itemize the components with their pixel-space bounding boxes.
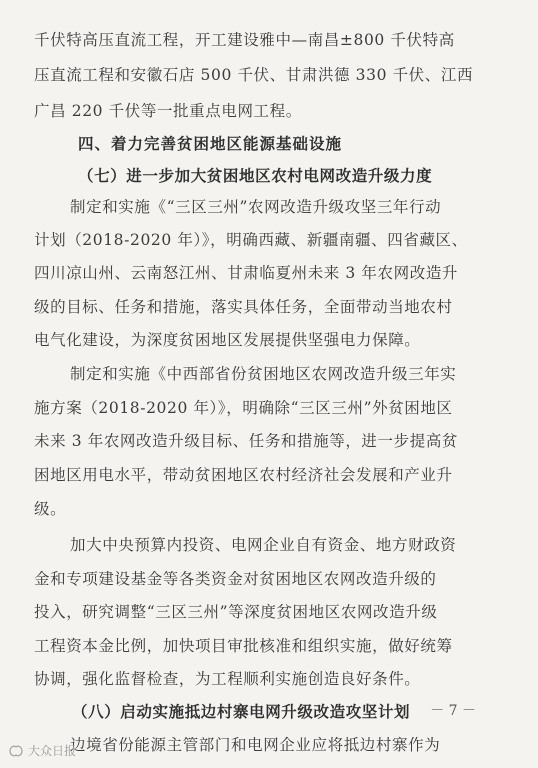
text-line: 金和专项建设基金等各类资金对贫困地区农网改造升级的	[34, 570, 437, 588]
text-line: 制定和实施《中西部省份贫困地区农网改造升级三年实	[70, 365, 457, 383]
watermark-text: 大众日报	[28, 744, 77, 758]
subsection-heading: （八）启动实施抵边村寨电网升级改造攻坚计划	[72, 702, 411, 721]
page-number: － 7 －	[430, 703, 476, 719]
text-line: 施方案（2018-2020 年）》，明确除“三区三州”外贫困地区	[34, 399, 453, 417]
text-line: 计划（2018-2020 年）》，明确西藏、新疆南疆、四省藏区、	[34, 231, 468, 249]
text-line: 未来 3 年农网改造升级目标、任务和措施等，进一步提高贫	[34, 432, 459, 450]
text-line: 级的目标、任务和措施，落实具体任务，全面带动当地农村	[34, 298, 453, 316]
text-line: 边境省份能源主管部门和电网企业应将抵边村寨作为	[70, 736, 441, 754]
text-line: 电气化建设，为深度贫困地区发展提供坚强电力保障。	[34, 331, 421, 349]
text-line: 千伏特高压直流工程，开工建设雅中—南昌±800 千伏特高	[34, 31, 455, 49]
text-line: 加大中央预算内投资、电网企业自有资金、地方财政资	[70, 536, 457, 554]
watermark	[8, 742, 76, 759]
text-line: 工程资本金比例，加快项目审批核准和组织实施，做好统筹	[34, 637, 453, 655]
text-line: 级。	[34, 500, 67, 518]
section-heading: 四、着力完善贫困地区能源基础设施	[78, 135, 343, 153]
text-line: 四川凉山州、云南怒江州、甘肃临夏州未来 3 年农网改造升	[34, 264, 459, 282]
text-line: 压直流工程和安徽石店 500 千伏、甘肃洪德 330 千伏、江西	[34, 66, 474, 84]
text-line: 制定和实施《“三区三州”农网改造升级攻坚三年行动	[70, 198, 442, 216]
text-line: 协调，强化监督检查，为工程顺利实施创造良好条件。	[34, 670, 421, 688]
watermark-logo-icon	[8, 744, 24, 758]
subsection-heading: （七）进一步加大贫困地区农村电网改造升级力度	[78, 166, 433, 185]
text-line: 困地区用电水平，带动贫困地区农村经济社会发展和产业升	[34, 466, 453, 484]
text-line: 投入，研究调整“三区三州”等深度贫困地区农网改造升级	[34, 603, 438, 621]
text-line: 广昌 220 千伏等一批重点电网工程。	[34, 102, 302, 120]
